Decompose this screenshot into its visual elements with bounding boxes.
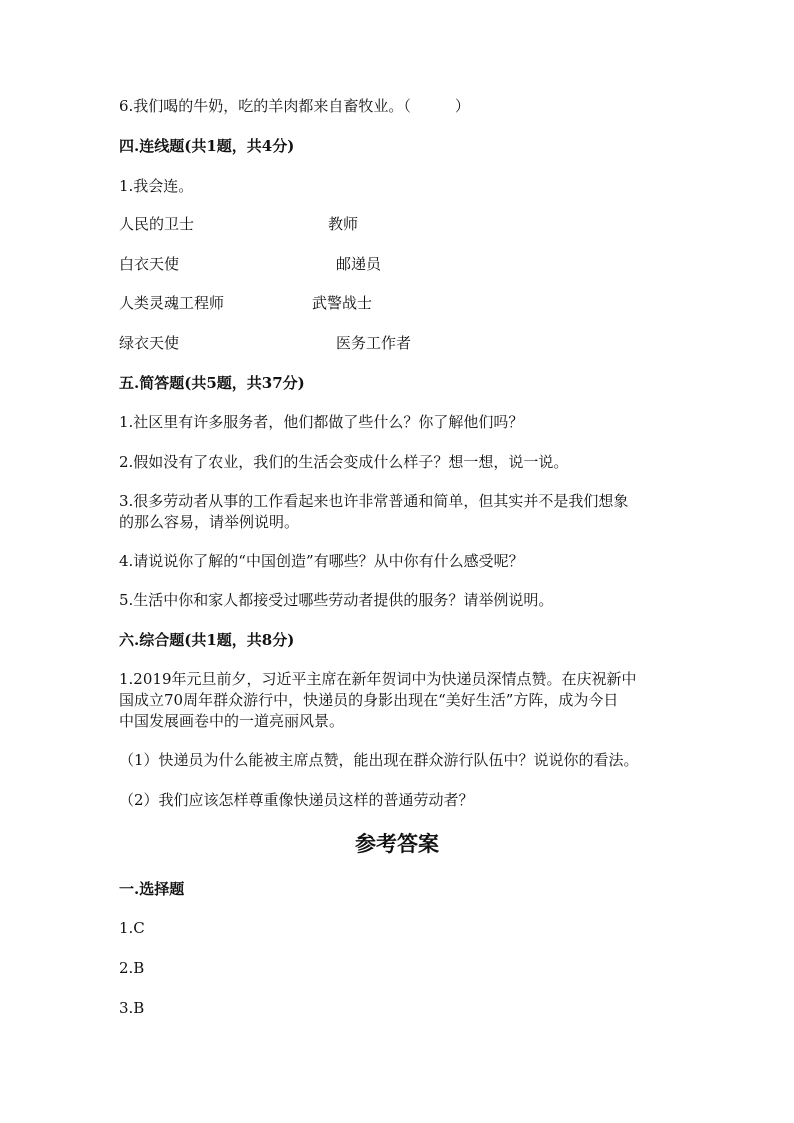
- answer-3: 3.B: [119, 999, 145, 1017]
- section-5-question-2: 2.假如没有了农业，我们的生活会变成什么样子？想一想，说一说。: [119, 453, 569, 471]
- section-5-question-4: 4.请说说你了解的“中国创造”有哪些？从中你有什么感受呢？: [119, 552, 524, 570]
- question-6-close: ）: [454, 97, 470, 115]
- section-6-question-1-line-3: 中国发展画卷中的一道亮丽风景。: [119, 712, 345, 730]
- answers-section-1-heading: 一.选择题: [119, 880, 185, 898]
- section-5-question-1: 1.社区里有许多服务者，他们都做了些什么？你了解他们吗？: [119, 413, 524, 431]
- match-left-2: 白衣天使: [119, 255, 180, 273]
- section-6-question-1-line-2: 国成立70周年群众游行中，快递员的身影出现在“美好生活”方阵，成为今日: [119, 691, 619, 709]
- match-right-4: 医务工作者: [336, 334, 412, 352]
- answer-1: 1.C: [119, 919, 145, 937]
- section-4-question-1: 1.我会连。: [119, 177, 194, 195]
- question-6-text: 6.我们喝的牛奶，吃的羊肉都来自畜牧业。（: [119, 97, 411, 115]
- section-5-question-3-line-1: 3.很多劳动者从事的工作看起来也许非常普通和简单，但其实并不是我们想象: [119, 492, 629, 510]
- question-6: [119, 96, 470, 116]
- section-5-question-3-line-2: 的那么容易，请举例说明。: [119, 513, 300, 531]
- match-right-2: 邮递员: [336, 255, 382, 273]
- match-right-3: 武警战士: [312, 294, 373, 312]
- section-6-subquestion-1: （1）快递员为什么能被主席点赞，能出现在群众游行队伍中？说说你的看法。: [119, 751, 639, 769]
- answer-2: 2.B: [119, 959, 145, 977]
- section-5-question-5: 5.生活中你和家人都接受过哪些劳动者提供的服务？请举例说明。: [119, 591, 554, 609]
- match-left-4: 绿衣天使: [119, 334, 180, 352]
- match-left-1: 人民的卫士: [119, 215, 195, 233]
- section-4-heading: 四.连线题(共1题，共4分): [119, 137, 295, 155]
- answers-title: 参考答案: [355, 831, 439, 856]
- section-6-subquestion-2: （2）我们应该怎样尊重像快递员这样的普通劳动者？: [119, 791, 474, 809]
- section-5-heading: 五.简答题(共5题，共37分): [119, 374, 305, 392]
- match-left-3: 人类灵魂工程师: [119, 294, 225, 312]
- section-6-question-1-line-1: 1.2019年元旦前夕，习近平主席在新年贺词中为快递员深情点赞。在庆祝新中: [119, 670, 637, 688]
- match-right-1: 教师: [328, 215, 359, 233]
- section-6-heading: 六.综合题(共1题，共8分): [119, 631, 295, 649]
